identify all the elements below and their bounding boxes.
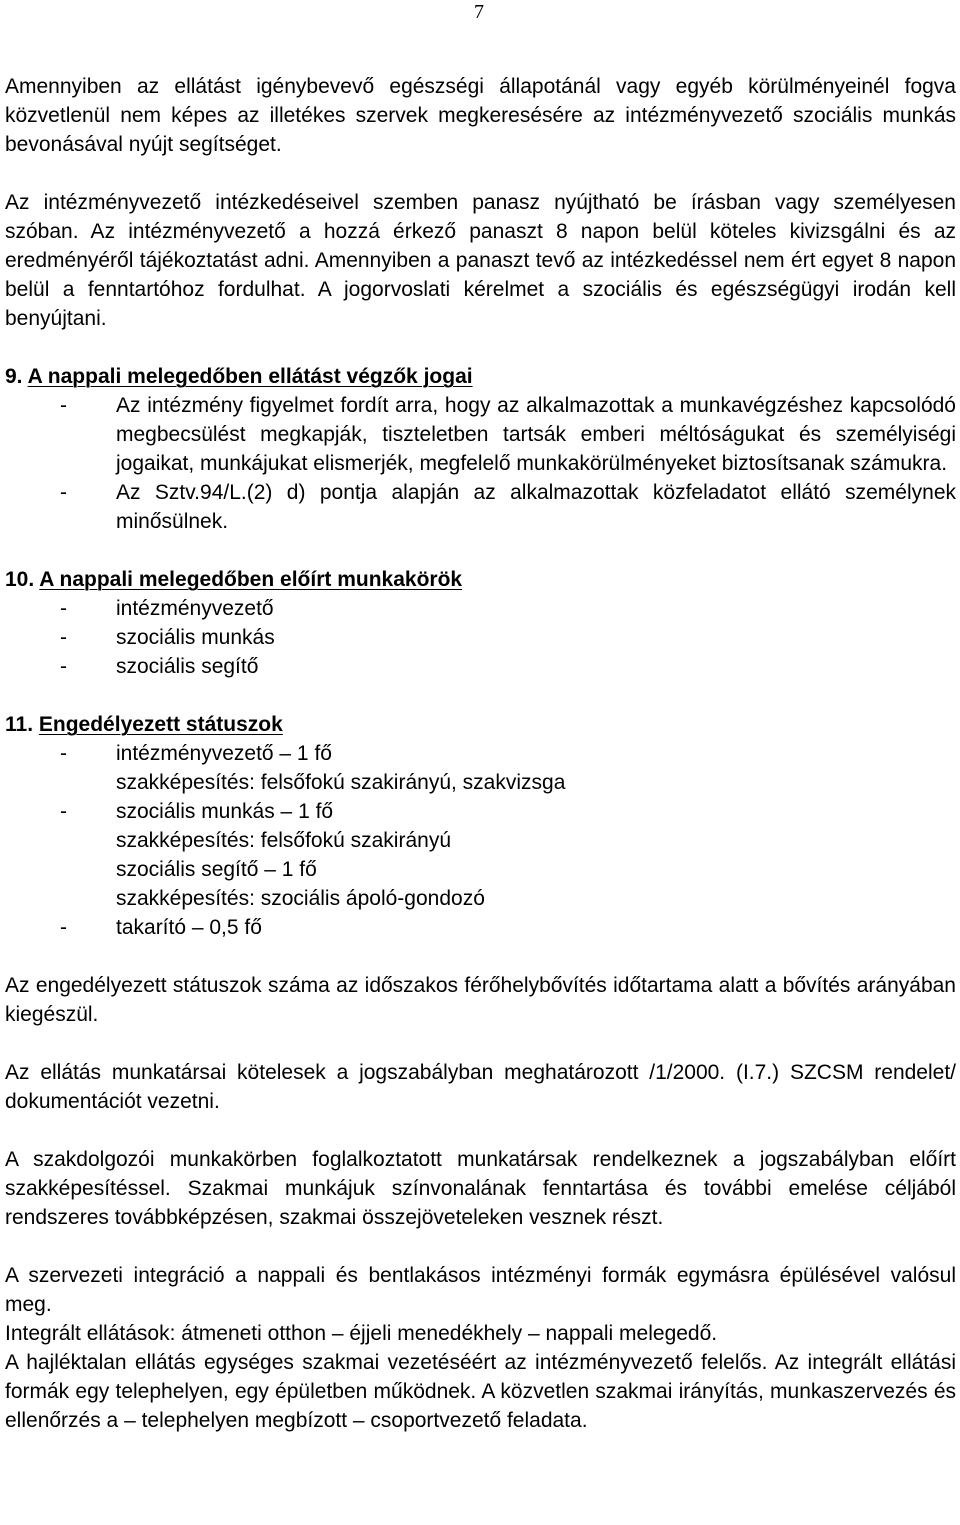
closing-paragraph-6: A hajléktalan ellátás egységes szakmai vezetéséért az intézményvezető felelős. Az integrált ellátási formák egy telephelyen, egy épületben működnek. A közvetlen szakmai irányítás, munkaszervezés és ellenőrzés a – telephelyen megbízott – csoportvezető feladata. <box>5 1351 956 1432</box>
section-11-title: Engedélyezett státuszok <box>38 713 283 736</box>
section-11-number: 11. <box>5 713 34 736</box>
list-item <box>5 594 956 623</box>
section-10-heading <box>5 565 956 594</box>
list-dash: - <box>60 481 67 504</box>
list-item <box>5 623 956 652</box>
section-10-list <box>5 594 956 681</box>
list-item <box>5 652 956 681</box>
page-number: 7 <box>474 1 484 23</box>
section-9-list <box>5 391 956 536</box>
list-dash: - <box>60 800 67 823</box>
intro-paragraph-2: Az intézményvezető intézkedéseivel szemben panasz nyújtható be írásban vagy személyesen szóban. Az intézményvezető a hozzá érkező panaszt 8 napon belül köteles kivizsgálni és az eredményéről tájékoztatást adni. Amennyiben a panaszt tevő az intézkedéssel nem ért egyet 8 napon belül a fenntartóhoz fordulhat. A jogorvoslati kérelmet a szociális és egészségügyi irodán kell benyújtani. <box>5 191 956 330</box>
list-item-note: szakképesítés: felsőfokú szakirányú, szakvizsga <box>116 771 566 794</box>
list-dash: - <box>60 742 67 765</box>
list-item-text: Az intézmény figyelmet fordít arra, hogy az alkalmazottak a munkavégzéshez kapcsolódó megbecsülést megkapják, tiszteletben tartsák emberi méltóságukat és személyiségi jogaikat, munkájukat elismerjék, megfelelő munkakörülményeket biztosítsanak számukra. <box>116 394 956 475</box>
intro-paragraph-1: Amennyiben az ellátást igénybevevő egészségi állapotánál vagy egyéb körülményeinél fogva közvetlenül nem képes az illetékes szervek megkeresésére az intézményvezető szociális munkás bevonásával nyújt segítséget. <box>5 75 956 156</box>
list-item-text: szociális segítő <box>116 655 259 678</box>
closing-paragraph-4: A szervezeti integráció a nappali és bentlakásos intézményi formák egymásra épülésével valósul meg. <box>5 1264 956 1316</box>
section-9-heading <box>5 362 956 391</box>
closing-paragraph-2: Az ellátás munkatársai kötelesek a jogszabályban meghatározott /1/2000. (I.7.) SZCSM rendelet/ dokumentációt vezetni. <box>5 1061 956 1113</box>
document-body <box>5 72 956 1435</box>
list-dash: - <box>60 655 67 678</box>
list-dash: - <box>60 597 67 620</box>
list-dash: - <box>60 394 67 417</box>
list-item-text: takarító – 0,5 fő <box>116 916 262 939</box>
list-item <box>5 797 956 826</box>
section-10-title: A nappali melegedőben előírt munkakörök <box>39 568 463 591</box>
list-item-text: intézményvezető <box>116 597 274 620</box>
list-dash: - <box>60 626 67 649</box>
closing-paragraph-1: Az engedélyezett státuszok száma az időszakos férőhelybővítés időtartama alatt a bővítés arányában kiegészül. <box>5 974 956 1026</box>
list-item-text: Az Sztv.94/L.(2) d) pontja alapján az alkalmazottak közfeladatot ellátó személynek minősülnek. <box>116 481 956 533</box>
closing-paragraph-3: A szakdolgozói munkakörben foglalkoztatott munkatársak rendelkeznek a jogszabályban előírt szakképesítéssel. Szakmai munkájuk színvonalának fenntartása és további emelése céljából rendszeres továbbképzésen, szakmai összejöveteleken vesznek részt. <box>5 1148 956 1229</box>
section-11-list <box>5 739 956 942</box>
list-item <box>5 913 956 942</box>
list-item-note: szakképesítés: felsőfokú szakirányú <box>116 829 451 852</box>
list-item-text: szociális munkás <box>116 626 275 649</box>
list-item-text: intézményvezető – 1 fő <box>116 742 332 765</box>
list-item-note: szakképesítés: szociális ápoló-gondozó <box>116 887 485 910</box>
list-item <box>5 478 956 536</box>
list-dash: - <box>60 916 67 939</box>
section-11-heading <box>5 710 956 739</box>
list-item-text: szociális munkás – 1 fő <box>116 800 334 823</box>
list-item-continuation: szociális segítő – 1 fő <box>116 858 317 881</box>
list-item <box>5 391 956 478</box>
closing-paragraph-5: Integrált ellátások: átmeneti otthon – éjjeli menedékhely – nappali melegedő. <box>5 1322 718 1345</box>
section-9-number: 9. <box>5 365 23 388</box>
section-9-title: A nappali melegedőben ellátást végzők jogai <box>27 365 473 388</box>
list-item <box>5 739 956 768</box>
section-10-number: 10. <box>5 568 35 591</box>
